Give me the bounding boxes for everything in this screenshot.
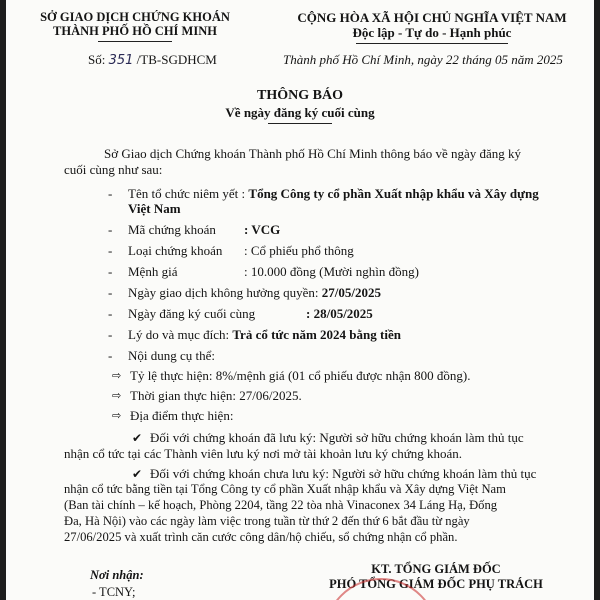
item-dash: - [108, 222, 113, 237]
intro-line-1: Sở Giao dịch Chứng khoán Thành phố Hồ Chí Minh thông báo về ngày đăng ký [104, 146, 522, 161]
document-number: Số: 351 /TB-SGDHCM [88, 52, 217, 68]
paragraph-2-line-3: (Ban tài chính – kế hoạch, Phòng 2204, tầng 22 tòa nhà Vinaconex 34 Láng Hạ, Đống [64, 498, 498, 512]
handwritten-number: 351 [108, 53, 134, 68]
item-purpose: Lý do và mục đích: Trả cổ tức năm 2024 bằng tiền [128, 327, 401, 342]
item-dash: - [108, 327, 113, 342]
sub-item-place: Địa điểm thực hiện: [130, 408, 234, 423]
intro-line-2: cuối cùng như sau: [64, 162, 163, 177]
item-code-value: : VCG [244, 222, 281, 237]
paragraph-2-line-2: nhận cổ tức bằng tiền tại Tổng Công ty cổ phần Xuất nhập khẩu và Xây dựng Việt Nam [64, 482, 506, 496]
paragraph-2-line-4: Đa, Hà Nội) vào các ngày làm việc trong tuần từ thứ 2 đến thứ 6 bắt đầu từ ngày [64, 514, 470, 528]
item-dash: - [108, 285, 113, 300]
item-code-label: Mã chứng khoán [128, 222, 216, 237]
item-org: Tên tổ chức niêm yết : Tổng Công ty cổ phần Xuất nhập khẩu và Xây dựng [128, 186, 539, 201]
issuer-underline [98, 41, 172, 42]
issuer-name-line2: THÀNH PHỐ HỒ CHÍ MINH [53, 24, 217, 38]
item-type-value: : Cổ phiếu phổ thông [244, 243, 354, 258]
item-org-line2: Việt Nam [128, 201, 181, 216]
sub-item-ratio: Tỷ lệ thực hiện: 8%/mệnh giá (01 cổ phiếu được nhận 800 đồng). [130, 368, 471, 383]
signer-title-line2: PHÓ TỔNG GIÁM ĐỐC PHỤ TRÁCH [329, 577, 543, 591]
issuer-name-line1: SỞ GIAO DỊCH CHỨNG KHOÁN [40, 10, 230, 24]
paragraph-1-line-2: nhận cổ tức tại các Thành viên lưu ký nơi mở tài khoản lưu ký chứng khoán. [64, 446, 463, 461]
item-type-label: Loại chứng khoán [128, 243, 223, 258]
item-record-label: Ngày đăng ký cuối cùng [128, 306, 256, 321]
arrow-bullet-icon: ⇨ [112, 409, 122, 422]
date-line: Thành phố Hồ Chí Minh, ngày 22 tháng 05 năm 2025 [283, 52, 563, 67]
item-dash: - [108, 186, 113, 201]
national-title: CỘNG HÒA XÃ HỘI CHỦ NGHĨA VIỆT NAM [297, 10, 567, 25]
item-dash: - [108, 264, 113, 279]
document-page [6, 0, 594, 600]
motto-underline [356, 43, 508, 44]
item-par-value: : 10.000 đồng (Mười nghìn đồng) [244, 264, 419, 279]
paragraph-1-line-1: Đối với chứng khoán đã lưu ký: Người sở hữu chứng khoán làm thủ tục [150, 430, 524, 445]
signer-title-line1: KT. TỔNG GIÁM ĐỐC [371, 562, 501, 576]
recipients-label: Nơi nhận: [90, 568, 144, 582]
arrow-bullet-icon: ⇨ [112, 389, 122, 402]
title-underline [268, 123, 332, 124]
arrow-bullet-icon: ⇨ [112, 369, 122, 382]
paragraph-2-line-5: 27/06/2025 và xuất trình căn cước công dân/hộ chiếu, sổ chứng nhận cổ phần. [64, 530, 458, 544]
notice-subtitle: Về ngày đăng ký cuối cùng [225, 105, 375, 120]
item-dash: - [108, 306, 113, 321]
check-bullet-icon: ✔ [132, 467, 143, 481]
check-bullet-icon: ✔ [132, 431, 143, 445]
item-record-value: : 28/05/2025 [306, 306, 373, 321]
item-dash: - [108, 348, 113, 363]
recipient-item: - TCNY; [92, 585, 136, 599]
item-dash: - [108, 243, 113, 258]
item-par-label: Mệnh giá [128, 264, 178, 279]
item-exdate: Ngày giao dịch không hưởng quyền: 27/05/2025 [128, 285, 381, 300]
notice-title: THÔNG BÁO [257, 88, 343, 103]
paragraph-2-line-1: Đối với chứng khoán chưa lưu ký: Người sở hữu chứng khoán làm thủ tục [150, 466, 537, 481]
item-content-label: Nội dung cụ thể: [128, 348, 216, 363]
sub-item-time: Thời gian thực hiện: 27/06/2025. [130, 388, 302, 403]
national-motto: Độc lập - Tự do - Hạnh phúc [352, 25, 512, 40]
